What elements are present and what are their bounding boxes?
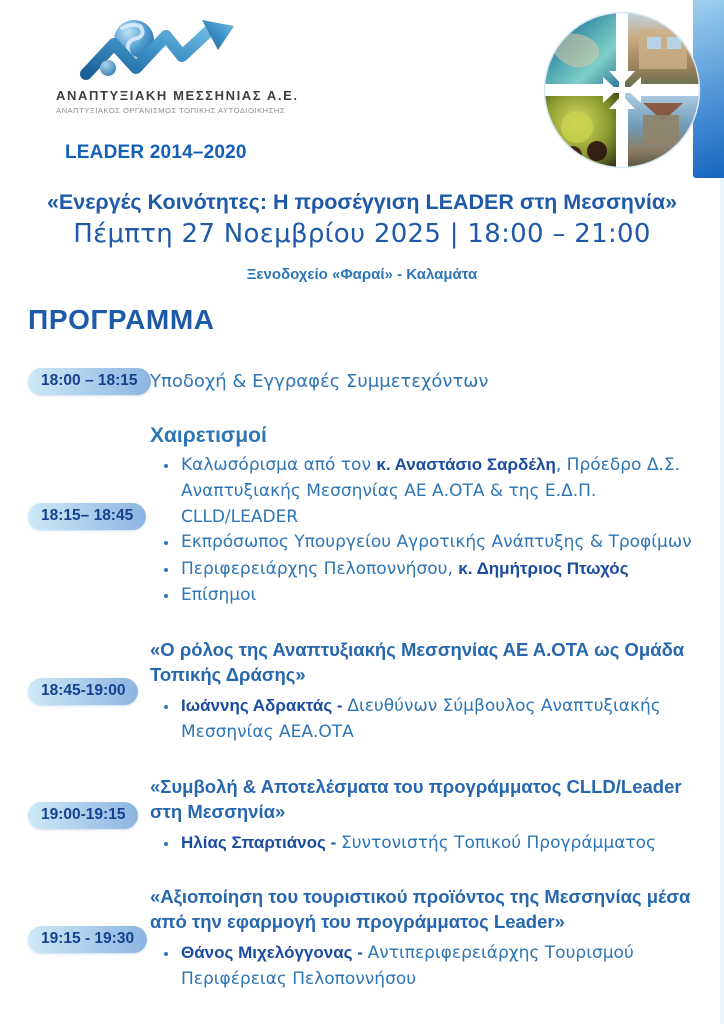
event-header xyxy=(0,190,724,283)
agenda-item-text: Υποδοχή & Εγγραφές Συμμετεχόντων xyxy=(150,371,489,392)
agenda-heading: ΠΡΟΓΡΑΜΜΑ xyxy=(28,304,215,335)
event-title: «Ενεργές Κοινότητες: Η προσέγγιση LEADER στη Μεσσηνία» xyxy=(46,190,678,214)
bullet-list xyxy=(150,940,706,993)
agenda-item-lag-role xyxy=(0,638,724,746)
bullet-item: • Περιφερειάρχης Πελοποννήσου, κ. Δημήτριος Πτωχός xyxy=(179,556,706,583)
region-photo-collage xyxy=(543,11,701,169)
bullet-item: • Ιωάννης Αδρακτάς - Διευθύνων Σύμβουλος Αναπτυξιακής Μεσσηνίας ΑΕΑ.ΟΤΑ xyxy=(179,693,706,746)
time-badge: 18:45-19:00 xyxy=(28,678,138,705)
bullet-list xyxy=(150,452,706,609)
session-title: «Αξιοποίηση του τουριστικού προϊόντος της Μεσσηνίας μέσα από την εφαρμογή του προγράμματος Leader» xyxy=(150,886,691,933)
bullet-item: • Θάνος Μιχελόγγονας - Αντιπεριφερειάρχης Τουρισμού Περιφέρειας Πελοποννήσου xyxy=(179,940,706,993)
company-name: ΑΝΑΠΤΥΞΙΑΚΗ ΜΕΣΣΗΝΙΑΣ Α.Ε. xyxy=(56,88,299,103)
speaker-name: κ. Αναστάσιο Σαρδέλη xyxy=(376,455,556,474)
agenda-item-greetings xyxy=(0,424,724,609)
time-badge: 18:00 – 18:15 xyxy=(28,368,151,395)
bullet-item: • Καλωσόρισμα από τον κ. Αναστάσιο Σαρδέλη, Πρόεδρο Δ.Σ. Αναπτυξιακής Μεσσηνίας ΑΕ Α.ΟΤΑ & της Ε.Δ.Π. CLLD/LEADER xyxy=(179,452,706,530)
event-venue: Ξενοδοχείο «Φαραί» - Καλαμάτα xyxy=(246,266,478,283)
agenda-item-tourism xyxy=(0,885,724,993)
session-title: «Συμβολή & Αποτελέσματα του προγράμματος CLLD/Leader στη Μεσσηνία» xyxy=(150,775,682,822)
bullet-item: • Ηλίας Σπαρτιάνος - Συντονιστής Τοπικού Προγράμματος xyxy=(179,830,706,857)
agenda-item-reception xyxy=(0,368,724,395)
agenda-list xyxy=(0,368,724,1022)
bullet-item: • Επίσημοι xyxy=(179,583,706,609)
speaker-name: Ηλίας Σπαρτιάνος - xyxy=(181,832,341,852)
time-badge: 18:15– 18:45 xyxy=(28,503,146,530)
agenda-item-clld-results xyxy=(0,775,724,857)
leader-program-label: LEADER 2014–2020 xyxy=(65,142,247,163)
bullet-item: • Εκπρόσωπος Υπουργείου Αγροτικής Ανάπτυξης & Τροφίμων xyxy=(179,530,706,556)
session-title: «Ο ρόλος της Αναπτυξιακής Μεσσηνίας ΑΕ Α.ΟΤΑ ως Ομάδα Τοπικής Δράσης» xyxy=(150,638,685,685)
section-heading: Χαιρετισμοί xyxy=(150,424,267,447)
time-badge: 19:00-19:15 xyxy=(28,802,138,829)
bullet-list xyxy=(150,693,706,746)
time-badge: 19:15 - 19:30 xyxy=(28,926,147,953)
company-subtitle: ΑΝΑΠΤΥΞΙΑΚΟΣ ΟΡΓΑΝΙΣΜΟΣ ΤΟΠΙΚΗΣ ΑΥΤΟΔΙΟΙΚΗΣΗΣ xyxy=(56,106,286,115)
globe-arrow-logo-icon xyxy=(78,16,246,86)
speaker-name: Θάνος Μιχελόγγονας - xyxy=(181,943,368,963)
event-datetime: Πέμπτη 27 Νοεμβρίου 2025 | 18:00 – 21:00 xyxy=(73,219,651,249)
speaker-name: κ. Δημήτριος Πτωχός xyxy=(458,559,629,579)
bullet-list xyxy=(150,830,706,857)
speaker-name: Ιωάννης Αδρακτάς - xyxy=(181,695,348,715)
company-logo xyxy=(56,16,316,115)
